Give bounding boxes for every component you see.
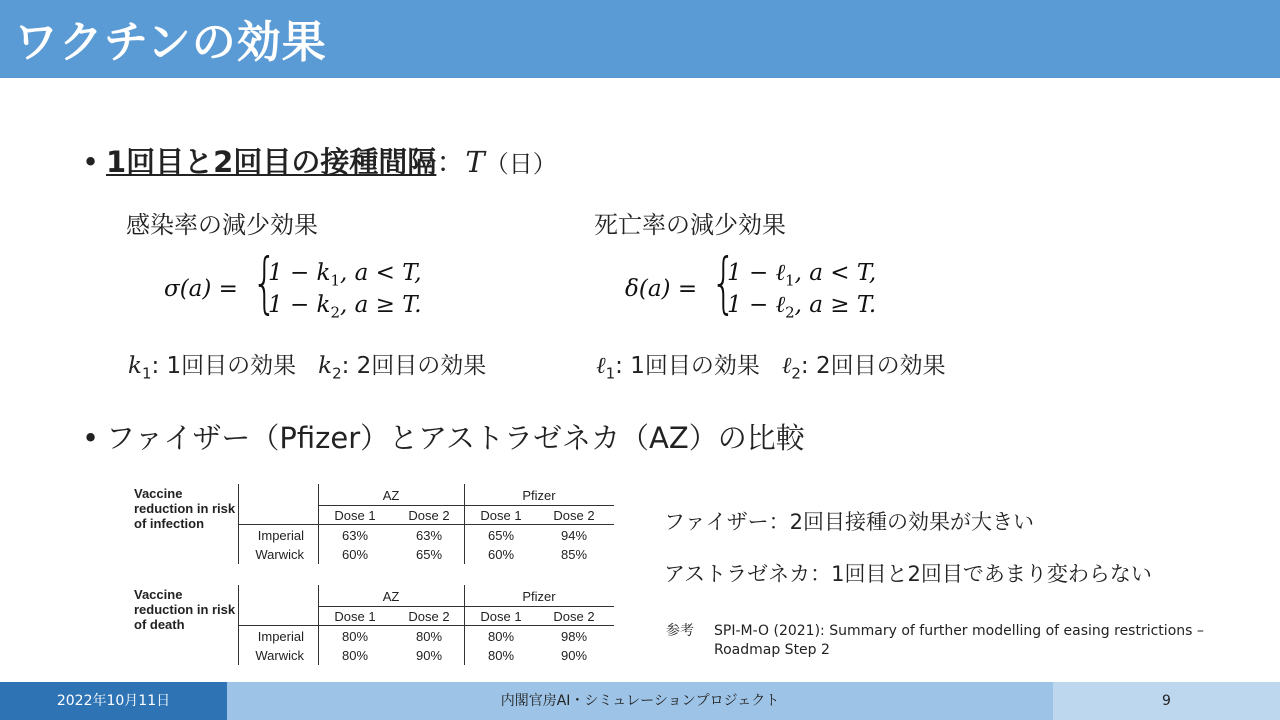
sigma-formula [164,244,464,326]
dose-header: Dose 2 [553,508,595,523]
bullet-dot: • [82,145,100,179]
title-bar [0,0,1280,78]
table-cell: 90% [560,648,588,663]
reference-text: SPI-M-O (2021): Summary of further modelling of easing restrictions – Roadmap Step 2 [714,623,1204,658]
table-cell: 63% [415,528,443,543]
dose-header: Dose 1 [480,609,522,624]
slide-title: ワクチンの効果 [14,17,327,68]
table-cell: 80% [341,629,369,644]
row-label: Imperial [257,528,304,543]
formula-case1: 1 − ℓ$_1$, a < T, [727,260,877,290]
delta-formula [625,244,925,326]
group-header: AZ [382,488,400,503]
table-cell: 60% [487,547,515,562]
dose-header: Dose 2 [408,508,450,523]
interval-variable: T [465,145,485,179]
death-table [134,585,624,669]
formula-case1: $1 - k_1$, a < T, [268,260,422,290]
table-cell: 98% [560,629,588,644]
reference-tag: 参考 [666,623,694,639]
divider [238,524,614,525]
formula-case2: 1 − ℓ$_2$, a ≥ T. [727,292,877,322]
brace-icon: { [252,244,278,321]
pfizer-note: ファイザー：2回目接種の効果が大きい [664,510,1034,534]
table-cell: 63% [341,528,369,543]
row-label: Warwick [255,547,304,562]
row-label: Warwick [255,648,304,663]
interval-unit: （日） [484,150,557,178]
dose-header: Dose 1 [334,609,376,624]
reference [666,622,1246,662]
table-cell: 65% [487,528,515,543]
table-cell: 80% [415,629,443,644]
table-cell: 85% [560,547,588,562]
dose-header: Dose 2 [408,609,450,624]
table-cell: 80% [487,629,515,644]
group-header: Pfizer [522,488,556,503]
divider [318,606,614,607]
interval-colon: ： [436,145,466,179]
row-label: Imperial [257,629,304,644]
infection-effect-label: 感染率の減少効果 [126,211,318,239]
bullet-interval [82,140,557,181]
table-cell: 90% [415,648,443,663]
dose-header: Dose 1 [480,508,522,523]
formula-lhs: σ(a) = [164,276,238,302]
formula-lhs: δ(a) = [625,276,698,302]
bullet-comparison [82,416,805,457]
interval-heading: 1回目と2回目の接種間隔 [106,145,437,179]
page-number: 9 [1053,682,1280,720]
footer-project: 内閣官房AI・シミュレーションプロジェクト [227,682,1053,720]
footer-date: 2022年10月11日 [0,682,227,720]
brace-icon: { [711,244,737,321]
group-header: AZ [382,589,400,604]
k-definitions: $k_1$: 1回目の効果 $k_2$: 2回目の効果 [128,353,487,383]
table-cell: 94% [560,528,588,543]
comparison-heading: ファイザー（Pfizer）とアストラゼネカ（AZ）の比較 [106,421,805,455]
group-header: Pfizer [522,589,556,604]
table-cell: 65% [415,547,443,562]
table-cell: 80% [487,648,515,663]
table-cell: 60% [341,547,369,562]
divider [318,505,614,506]
formula-case2: $1 - k_2$, a ≥ T. [268,292,422,322]
table-cell: 80% [341,648,369,663]
divider [238,625,614,626]
table-title: Vaccine reduction in risk of death [134,587,236,632]
infection-table [134,484,624,568]
az-note: アストラゼネカ：1回目と2回目であまり変わらない [664,562,1152,586]
l-definitions: ℓ$_1$: 1回目の効果 ℓ$_2$: 2回目の効果 [596,353,946,383]
footer [0,682,1280,720]
dose-header: Dose 2 [553,609,595,624]
bullet-dot: • [82,421,100,455]
table-title: Vaccine reduction in risk of infection [134,486,236,531]
dose-header: Dose 1 [334,508,376,523]
death-effect-label: 死亡率の減少効果 [594,211,786,239]
